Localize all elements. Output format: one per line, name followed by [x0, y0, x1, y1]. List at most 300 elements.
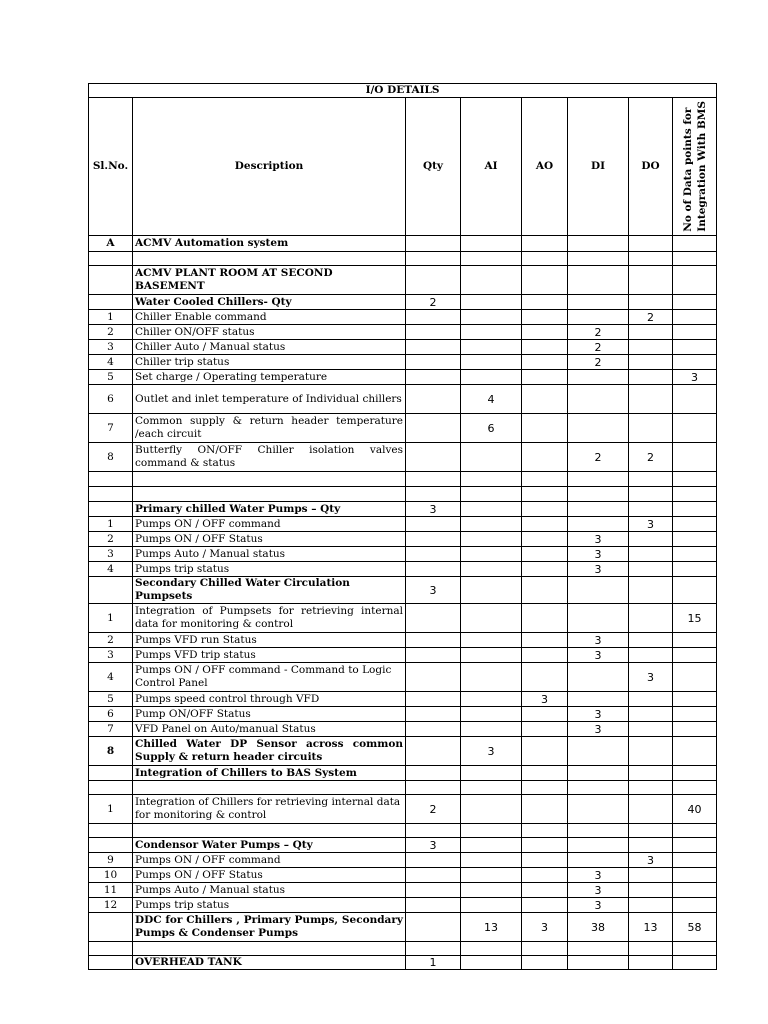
- cell-sl-no: 1: [89, 310, 133, 325]
- cell-bms-points: [673, 252, 717, 266]
- cell-ai: [461, 838, 522, 853]
- cell-ai: [461, 252, 522, 266]
- cell-di: [568, 692, 629, 707]
- cell-ao: [522, 838, 568, 853]
- cell-description: Integration of Chillers to BAS System: [133, 766, 406, 781]
- table-row: [89, 942, 717, 956]
- cell-di: 2: [568, 340, 629, 355]
- table-row: [89, 737, 717, 766]
- cell-qty: [406, 781, 461, 795]
- cell-di: [568, 766, 629, 781]
- table-row: [89, 355, 717, 370]
- table-row: [89, 532, 717, 547]
- cell-do: [629, 604, 673, 633]
- cell-do: [629, 868, 673, 883]
- cell-ai: [461, 236, 522, 252]
- title-row: [89, 84, 717, 98]
- cell-ai: [461, 604, 522, 633]
- cell-qty: [406, 692, 461, 707]
- cell-description: DDC for Chillers , Primary Pumps, Secondary Pumps & Condenser Pumps: [133, 913, 406, 942]
- table-row: [89, 853, 717, 868]
- cell-ao: [522, 707, 568, 722]
- cell-qty: [406, 663, 461, 692]
- cell-do: [629, 838, 673, 853]
- cell-sl-no: [89, 781, 133, 795]
- table-row: [89, 414, 717, 443]
- cell-do: [629, 487, 673, 502]
- table-title: I/O DETAILS: [89, 84, 717, 98]
- cell-sl-no: [89, 824, 133, 838]
- cell-ao: [522, 547, 568, 562]
- cell-qty: [406, 472, 461, 487]
- cell-di: 3: [568, 898, 629, 913]
- table-row: [89, 236, 717, 252]
- cell-do: [629, 502, 673, 517]
- cell-ai: [461, 547, 522, 562]
- table-row: [89, 547, 717, 562]
- table-row: [89, 370, 717, 385]
- cell-do: [629, 824, 673, 838]
- cell-bms-points: [673, 737, 717, 766]
- cell-ai: [461, 487, 522, 502]
- cell-bms-points: [673, 707, 717, 722]
- cell-ao: [522, 325, 568, 340]
- cell-bms-points: [673, 663, 717, 692]
- cell-sl-no: [89, 766, 133, 781]
- cell-ai: [461, 781, 522, 795]
- cell-qty: [406, 898, 461, 913]
- cell-di: [568, 252, 629, 266]
- cell-di: [568, 517, 629, 532]
- table-row: [89, 252, 717, 266]
- cell-sl-no: 7: [89, 722, 133, 737]
- cell-qty: 3: [406, 577, 461, 604]
- cell-sl-no: 3: [89, 340, 133, 355]
- cell-bms-points: [673, 838, 717, 853]
- cell-bms-points: [673, 562, 717, 577]
- cell-description: ACMV Automation system: [133, 236, 406, 252]
- cell-do: [629, 295, 673, 310]
- cell-ao: [522, 722, 568, 737]
- table-row: [89, 577, 717, 604]
- io-table-body: [89, 84, 717, 970]
- cell-do: [629, 340, 673, 355]
- cell-ao: [522, 781, 568, 795]
- cell-qty: [406, 942, 461, 956]
- cell-ai: [461, 942, 522, 956]
- cell-description: Integration of Chillers for retrieving internal data for monitoring & control: [133, 795, 406, 824]
- cell-sl-no: 8: [89, 443, 133, 472]
- cell-bms-points: [673, 443, 717, 472]
- cell-do: [629, 766, 673, 781]
- cell-di: [568, 838, 629, 853]
- cell-description: ACMV PLANT ROOM AT SECOND BASEMENT: [133, 266, 406, 295]
- table-row: [89, 692, 717, 707]
- cell-ao: [522, 824, 568, 838]
- cell-qty: [406, 737, 461, 766]
- cell-bms-points: [673, 781, 717, 795]
- cell-di: 3: [568, 868, 629, 883]
- cell-qty: 2: [406, 295, 461, 310]
- cell-qty: [406, 707, 461, 722]
- table-row: [89, 325, 717, 340]
- cell-di: 3: [568, 562, 629, 577]
- cell-sl-no: A: [89, 236, 133, 252]
- cell-ao: [522, 517, 568, 532]
- cell-bms-points: [673, 956, 717, 970]
- cell-sl-no: [89, 577, 133, 604]
- cell-ao: [522, 942, 568, 956]
- cell-bms-points: [673, 340, 717, 355]
- cell-di: [568, 385, 629, 414]
- cell-bms-points: [673, 532, 717, 547]
- cell-do: 2: [629, 310, 673, 325]
- cell-description: Pumps trip status: [133, 898, 406, 913]
- table-row: [89, 310, 717, 325]
- cell-description: Outlet and inlet temperature of Individual chillers: [133, 385, 406, 414]
- table-row: [89, 472, 717, 487]
- cell-ai: [461, 443, 522, 472]
- cell-description: Pump ON/OFF Status: [133, 707, 406, 722]
- table-row: [89, 722, 717, 737]
- cell-di: [568, 577, 629, 604]
- cell-ai: [461, 795, 522, 824]
- cell-bms-points: [673, 414, 717, 443]
- cell-ao: [522, 956, 568, 970]
- header-bms-points: [673, 98, 717, 236]
- cell-di: 3: [568, 547, 629, 562]
- cell-di: [568, 663, 629, 692]
- cell-sl-no: 3: [89, 648, 133, 663]
- cell-qty: 3: [406, 838, 461, 853]
- cell-di: [568, 295, 629, 310]
- cell-di: 3: [568, 532, 629, 547]
- cell-description: Pumps ON / OFF command - Command to Logic Control Panel: [133, 663, 406, 692]
- cell-ao: [522, 648, 568, 663]
- cell-di: [568, 487, 629, 502]
- table-row: [89, 898, 717, 913]
- cell-bms-points: [673, 385, 717, 414]
- cell-qty: [406, 824, 461, 838]
- cell-description: Pumps ON / OFF Status: [133, 868, 406, 883]
- table-row: [89, 795, 717, 824]
- cell-ai: [461, 898, 522, 913]
- cell-qty: [406, 443, 461, 472]
- cell-ai: [461, 883, 522, 898]
- cell-ao: [522, 502, 568, 517]
- cell-qty: [406, 562, 461, 577]
- cell-di: [568, 795, 629, 824]
- cell-ao: [522, 577, 568, 604]
- cell-do: [629, 648, 673, 663]
- cell-di: [568, 414, 629, 443]
- cell-sl-no: 2: [89, 633, 133, 648]
- table-row: [89, 604, 717, 633]
- cell-di: [568, 310, 629, 325]
- cell-di: 3: [568, 707, 629, 722]
- cell-qty: [406, 648, 461, 663]
- cell-ai: [461, 648, 522, 663]
- cell-description: [133, 781, 406, 795]
- table-row: [89, 633, 717, 648]
- cell-ao: [522, 487, 568, 502]
- cell-qty: [406, 604, 461, 633]
- cell-do: [629, 577, 673, 604]
- cell-sl-no: 4: [89, 663, 133, 692]
- cell-qty: [406, 633, 461, 648]
- cell-ai: [461, 340, 522, 355]
- cell-description: VFD Panel on Auto/manual Status: [133, 722, 406, 737]
- table-row: [89, 340, 717, 355]
- cell-do: [629, 781, 673, 795]
- cell-ao: [522, 472, 568, 487]
- table-row: [89, 838, 717, 853]
- cell-ai: [461, 266, 522, 295]
- table-row: [89, 266, 717, 295]
- cell-bms-points: [673, 310, 717, 325]
- cell-ao: [522, 604, 568, 633]
- cell-do: 3: [629, 517, 673, 532]
- cell-sl-no: 1: [89, 795, 133, 824]
- cell-ai: 4: [461, 385, 522, 414]
- cell-ao: [522, 766, 568, 781]
- cell-do: [629, 472, 673, 487]
- cell-do: [629, 236, 673, 252]
- cell-di: 38: [568, 913, 629, 942]
- table-row: [89, 663, 717, 692]
- cell-bms-points: [673, 766, 717, 781]
- cell-ai: [461, 325, 522, 340]
- cell-ao: [522, 562, 568, 577]
- io-details-table: [88, 83, 717, 970]
- cell-ao: [522, 414, 568, 443]
- cell-ao: [522, 663, 568, 692]
- cell-sl-no: [89, 487, 133, 502]
- cell-qty: [406, 236, 461, 252]
- cell-bms-points: [673, 942, 717, 956]
- cell-sl-no: [89, 913, 133, 942]
- cell-description: Primary chilled Water Pumps – Qty: [133, 502, 406, 517]
- table-row: [89, 707, 717, 722]
- cell-do: [629, 722, 673, 737]
- header-description: Description: [133, 98, 406, 236]
- cell-ai: [461, 868, 522, 883]
- cell-ai: [461, 310, 522, 325]
- cell-description: Pumps trip status: [133, 562, 406, 577]
- cell-sl-no: [89, 266, 133, 295]
- cell-do: [629, 633, 673, 648]
- cell-ao: [522, 295, 568, 310]
- cell-ai: [461, 472, 522, 487]
- cell-ao: [522, 236, 568, 252]
- cell-bms-points: [673, 236, 717, 252]
- cell-qty: 3: [406, 502, 461, 517]
- cell-bms-points: 3: [673, 370, 717, 385]
- cell-qty: [406, 883, 461, 898]
- cell-sl-no: 9: [89, 853, 133, 868]
- cell-di: [568, 370, 629, 385]
- cell-ao: [522, 385, 568, 414]
- cell-ao: 3: [522, 913, 568, 942]
- cell-qty: [406, 414, 461, 443]
- cell-sl-no: [89, 252, 133, 266]
- table-row: [89, 956, 717, 970]
- table-row: [89, 487, 717, 502]
- cell-bms-points: [673, 547, 717, 562]
- cell-do: [629, 385, 673, 414]
- cell-bms-points: [673, 853, 717, 868]
- header-ai: AI: [461, 98, 522, 236]
- cell-ai: 6: [461, 414, 522, 443]
- header-bms-line2: Integration With BMS: [695, 101, 708, 232]
- cell-do: 3: [629, 853, 673, 868]
- cell-description: [133, 942, 406, 956]
- cell-ai: 13: [461, 913, 522, 942]
- cell-do: [629, 737, 673, 766]
- cell-ai: [461, 517, 522, 532]
- cell-qty: 2: [406, 795, 461, 824]
- cell-sl-no: [89, 838, 133, 853]
- cell-di: 3: [568, 722, 629, 737]
- cell-sl-no: 12: [89, 898, 133, 913]
- cell-description: Chilled Water DP Sensor across common Supply & return header circuits: [133, 737, 406, 766]
- cell-bms-points: [673, 722, 717, 737]
- cell-qty: [406, 487, 461, 502]
- cell-di: [568, 502, 629, 517]
- cell-do: [629, 532, 673, 547]
- cell-ai: [461, 824, 522, 838]
- table-row: [89, 883, 717, 898]
- cell-do: [629, 547, 673, 562]
- cell-bms-points: [673, 517, 717, 532]
- cell-ai: [461, 577, 522, 604]
- cell-description: Butterfly ON/OFF Chiller isolation valves command & status: [133, 443, 406, 472]
- cell-qty: [406, 722, 461, 737]
- cell-di: [568, 942, 629, 956]
- cell-ai: [461, 707, 522, 722]
- cell-ao: [522, 868, 568, 883]
- cell-sl-no: [89, 472, 133, 487]
- cell-description: [133, 824, 406, 838]
- cell-bms-points: [673, 325, 717, 340]
- cell-ai: [461, 956, 522, 970]
- cell-sl-no: 5: [89, 692, 133, 707]
- header-bms-text: [681, 101, 709, 232]
- cell-ao: [522, 853, 568, 868]
- cell-ao: [522, 737, 568, 766]
- cell-qty: [406, 547, 461, 562]
- cell-sl-no: [89, 956, 133, 970]
- cell-ai: [461, 766, 522, 781]
- cell-ai: [461, 692, 522, 707]
- cell-di: 2: [568, 355, 629, 370]
- cell-ao: [522, 898, 568, 913]
- cell-bms-points: [673, 472, 717, 487]
- cell-bms-points: 40: [673, 795, 717, 824]
- cell-qty: [406, 517, 461, 532]
- cell-qty: [406, 385, 461, 414]
- cell-di: 3: [568, 883, 629, 898]
- table-row: [89, 517, 717, 532]
- cell-sl-no: 7: [89, 414, 133, 443]
- table-row: [89, 443, 717, 472]
- cell-sl-no: 4: [89, 562, 133, 577]
- cell-description: Common supply & return header temperature /each circuit: [133, 414, 406, 443]
- cell-ao: [522, 355, 568, 370]
- cell-do: [629, 370, 673, 385]
- cell-bms-points: [673, 692, 717, 707]
- cell-do: [629, 883, 673, 898]
- cell-bms-points: [673, 883, 717, 898]
- cell-qty: [406, 532, 461, 547]
- cell-ao: [522, 883, 568, 898]
- cell-do: [629, 266, 673, 295]
- table-row: [89, 502, 717, 517]
- table-row: [89, 562, 717, 577]
- cell-description: Pumps ON / OFF Status: [133, 532, 406, 547]
- cell-do: [629, 942, 673, 956]
- cell-ao: [522, 310, 568, 325]
- cell-description: Set charge / Operating temperature: [133, 370, 406, 385]
- cell-qty: [406, 370, 461, 385]
- header-row: [89, 98, 717, 236]
- cell-description: Pumps Auto / Manual status: [133, 547, 406, 562]
- cell-sl-no: [89, 295, 133, 310]
- cell-di: [568, 781, 629, 795]
- cell-ao: [522, 633, 568, 648]
- cell-ai: [461, 532, 522, 547]
- cell-bms-points: [673, 898, 717, 913]
- cell-di: [568, 604, 629, 633]
- cell-ao: [522, 532, 568, 547]
- header-di: DI: [568, 98, 629, 236]
- cell-description: Chiller ON/OFF status: [133, 325, 406, 340]
- cell-di: [568, 853, 629, 868]
- table-row: [89, 824, 717, 838]
- cell-do: [629, 414, 673, 443]
- header-bms-line1: No of Data points for: [681, 107, 694, 232]
- cell-sl-no: 3: [89, 547, 133, 562]
- cell-do: [629, 795, 673, 824]
- cell-ai: [461, 722, 522, 737]
- cell-description: Pumps VFD run Status: [133, 633, 406, 648]
- cell-qty: [406, 913, 461, 942]
- header-sl-no: Sl.No.: [89, 98, 133, 236]
- cell-qty: [406, 310, 461, 325]
- header-ao: AO: [522, 98, 568, 236]
- table-row: [89, 295, 717, 310]
- cell-di: [568, 236, 629, 252]
- cell-di: [568, 266, 629, 295]
- cell-sl-no: 1: [89, 604, 133, 633]
- cell-sl-no: 1: [89, 517, 133, 532]
- cell-ao: 3: [522, 692, 568, 707]
- table-row: [89, 385, 717, 414]
- cell-bms-points: [673, 633, 717, 648]
- cell-ai: 3: [461, 737, 522, 766]
- cell-do: [629, 692, 673, 707]
- cell-description: Condensor Water Pumps – Qty: [133, 838, 406, 853]
- cell-do: [629, 898, 673, 913]
- cell-bms-points: [673, 577, 717, 604]
- cell-sl-no: 6: [89, 385, 133, 414]
- cell-bms-points: [673, 487, 717, 502]
- cell-bms-points: [673, 266, 717, 295]
- cell-bms-points: [673, 502, 717, 517]
- cell-bms-points: [673, 295, 717, 310]
- cell-description: Secondary Chilled Water Circulation Pumpsets: [133, 577, 406, 604]
- cell-description: [133, 472, 406, 487]
